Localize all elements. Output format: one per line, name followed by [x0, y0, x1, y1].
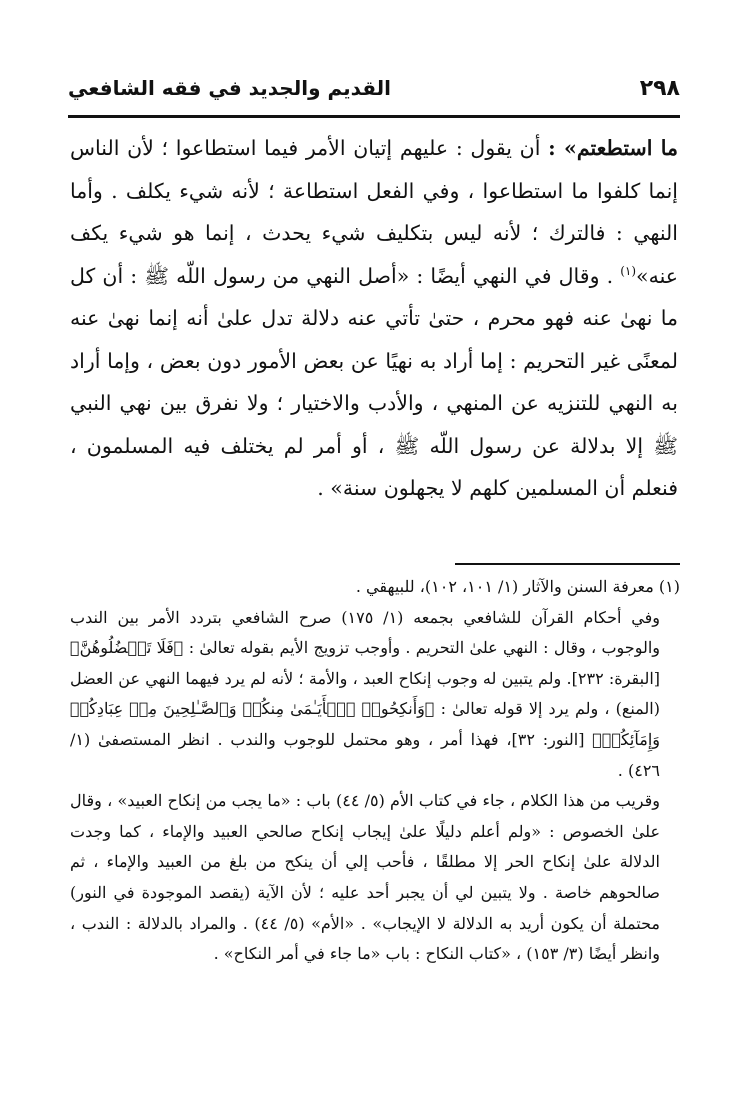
footnote-citation: (١) معرفة السنن والآثار (١/ ١٠١، ١٠٢)، للبيهقي . — [355, 577, 680, 596]
footnote-divider — [455, 563, 680, 565]
paragraph-continuation: . وقال في النهي أيضًا : «أصل النهي من رسول اللّه ﷺ : أن كل ما نهىٰ عنه فهو محرم ، حتىٰ تأتي عنه دلالة تدل علىٰ أنه إنما نهىٰ عنه لمعنًى غير التحريم : إما أراد به نهيًا عن بعض الأمور دون بعض ، وإما أراد به النهي للتنزيه عن المنهي ، والأدب والاختيار ؛ ولا نفرق بين نهي النبي ﷺ إلا بدلالة عن رسول اللّه ﷺ ، أو أمر لم يختلف فيه المسلمون ، فنعلم أن المسلمين كلهم لا يجهلون سنة» . — [70, 263, 678, 500]
main-paragraph — [70, 127, 678, 510]
page-header — [68, 74, 680, 114]
footnote-paragraph: وفي أحكام القرآن للشافعي بجمعه (١/ ١٧٥) صرح الشافعي بتردد الأمر بين الندب والوجوب ، وقال : النهي علىٰ التحريم . وأوجب تزويج الأيم بقوله تعالىٰ : ﴿فَلَا تَعۡضُلُوهُنَّ﴾ [البقرة: ٢٣٢]. ولم يتبين له وجوب إنكاح العبد ، والأمة ؛ لأنه لم يرد فيهما النهي عن العضل (المنع) ، ولم يرد إلا قوله تعالىٰ : ﴿وَأَنكِحُوا۟ ٱلۡأَيَـٰمَىٰ مِنكُمۡ وَٱلصَّـٰلِحِينَ مِنۡ عِبَادِكُمۡ وَإِمَآئِكُمۡ﴾ [النور: ٣٢]، فهذا أمر ، وهو محتمل للوجوب والندب . انظر المستصفىٰ (١/ ٤٢٦) . — [70, 607, 661, 780]
page-number: ٢٩٨ — [639, 76, 680, 101]
lead-phrase: ما استطعتم» : — [548, 136, 678, 160]
footnotes — [70, 572, 680, 970]
main-text — [70, 127, 678, 510]
book-title: القديم والجديد في فقه الشافعي — [68, 76, 391, 100]
footnote-paragraph: وقريب من هذا الكلام ، جاء في كتاب الأم (٥/ ٤٤) باب : «ما يجب من إنكاح العبيد» ، وقال علىٰ الخصوص : «ولم أعلم دليلًا علىٰ إيجاب إنكاح صالحي العبيد والإماء ، كما وجدت الدلالة علىٰ إنكاح الحر إلا مطلقًا ، فأحب إلي أن ينكح من بلغ من العبيد والإماء ، ثم صالحوهم خاصة . ولا يتبين لي أن يجبر أحد عليه ؛ لأن الآية (يقصد الموجودة في النور) محتملة أن يكون أريد به الدلالة لا الإيجاب» . «الأم» (٥/ ٤٤) . والمراد بالدلالة : الندب ، وانظر أيضًا (٣/ ١٥٣) ، «كتاب النكاح : باب «ما جاء في أمر النكاح» . — [70, 791, 661, 964]
header-divider — [68, 115, 680, 118]
footnote-marker: (١) — [620, 263, 637, 278]
paragraph-text: أن يقول : عليهم إتيان الأمر فيما استطاعوا ؛ لأن الناس إنما كلفوا ما استطاعوا ، وفي الفعل استطاعة ؛ لأنه شيء يكلف . وأما النهي : فالترك ؛ لأنه ليس بتكليف شيء يحدث ، إنما هو شيء يكف عنه» — [70, 136, 678, 288]
